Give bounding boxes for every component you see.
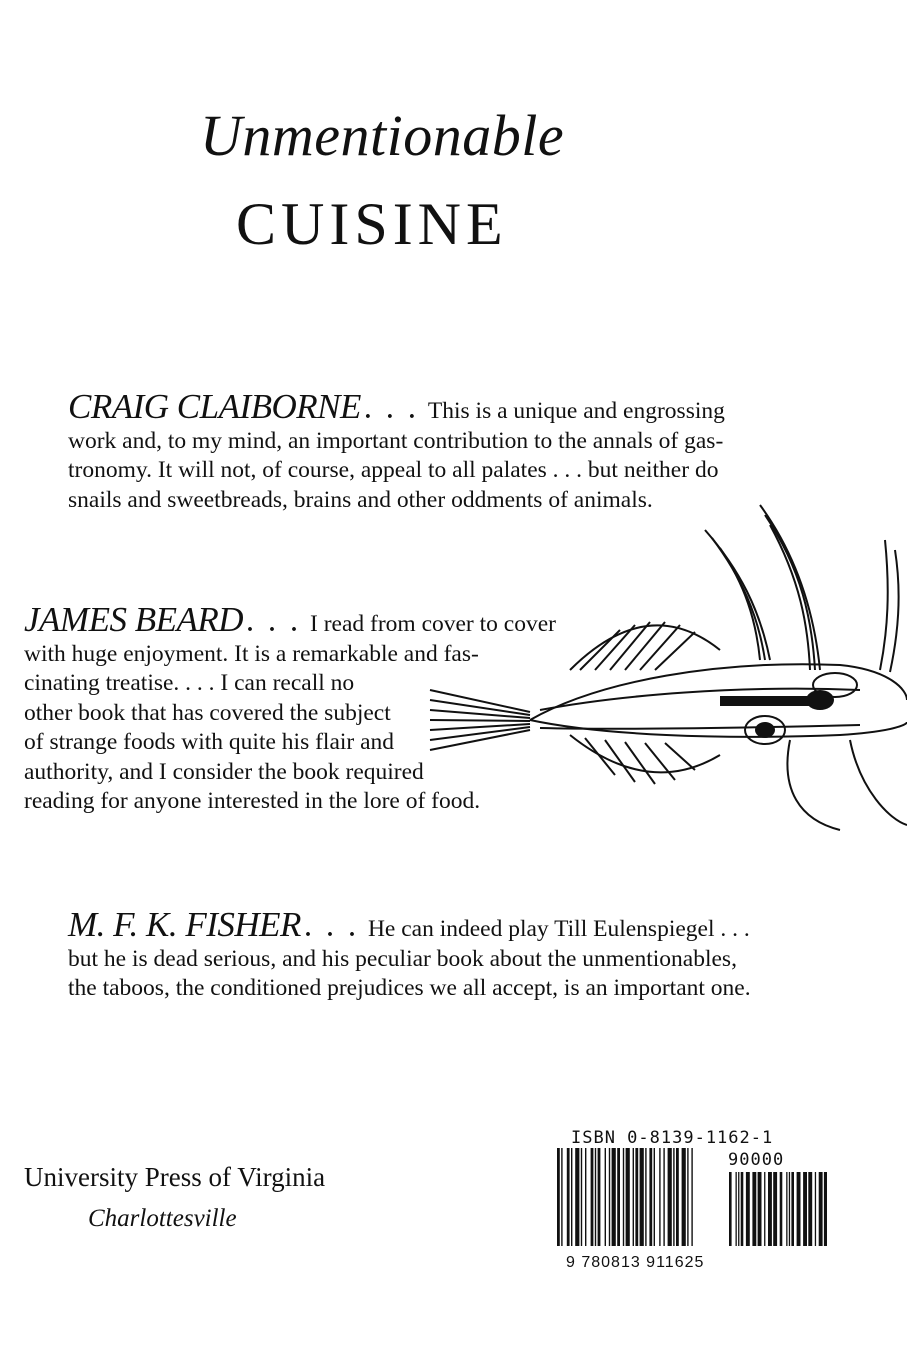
blurb-line: work and, to my mind, an important contribution to the annals of gas-: [68, 427, 724, 454]
blurb-text: I read from cover to cover: [310, 611, 556, 637]
blurb-line: the taboos, the conditioned prejudices we all accept, is an important one.: [68, 975, 751, 1001]
blurb-line: cinating treatise. . . . I can recall no: [24, 670, 355, 696]
blurb-line: with huge enjoyment. It is a remarkable and fas-: [24, 640, 479, 667]
isbn-label: ISBN 0-8139-1162-1: [571, 1128, 774, 1148]
blurb-first-line: [68, 905, 751, 945]
title-line-2: CUISINE: [236, 191, 508, 257]
barcode-icon: [557, 1148, 827, 1253]
blurb-first-line: [24, 600, 556, 640]
blurb-line: but he is dead serious, and his peculiar book about the unmentionables,: [68, 945, 737, 972]
blurb-mfk-fisher: [68, 905, 751, 1004]
blurb-separator: . . .: [247, 611, 302, 637]
blurb-line: reading for anyone interested in the lore of food.: [24, 788, 481, 814]
blurb-text: This is a unique and engrossing: [427, 398, 725, 424]
ean-digits: 9 780813 911625: [566, 1254, 705, 1271]
reviewer-name: M. F. K. FISHER: [68, 905, 301, 944]
title-line-1: Unmentionable: [200, 103, 565, 168]
blurb-line: tronomy. It will not, of course, appeal to all palates . . . but neither do: [68, 457, 719, 483]
blurb-line: authority, and I consider the book required: [24, 758, 424, 785]
reviewer-name: CRAIG CLAIBORNE: [68, 387, 361, 426]
publisher-city: Charlottesville: [88, 1205, 237, 1232]
blurb-craig-claiborne: [68, 387, 725, 515]
blurb-james-beard: [24, 600, 556, 817]
reviewer-name: JAMES BEARD: [24, 600, 243, 639]
blurb-line: other book that has covered the subject: [24, 699, 391, 726]
blurb-text: He can indeed play Till Eulenspiegel . . .: [367, 916, 750, 942]
publisher-name: University Press of Virginia: [24, 1162, 326, 1192]
blurb-separator: . . .: [304, 916, 360, 942]
blurb-first-line: [68, 387, 725, 427]
blurb-line: of strange foods with quite his flair and: [24, 729, 395, 755]
price-addon: 90000: [728, 1150, 785, 1170]
blurb-line: snails and sweetbreads, brains and other oddments of animals.: [68, 486, 653, 513]
blurb-separator: . . .: [364, 398, 420, 424]
